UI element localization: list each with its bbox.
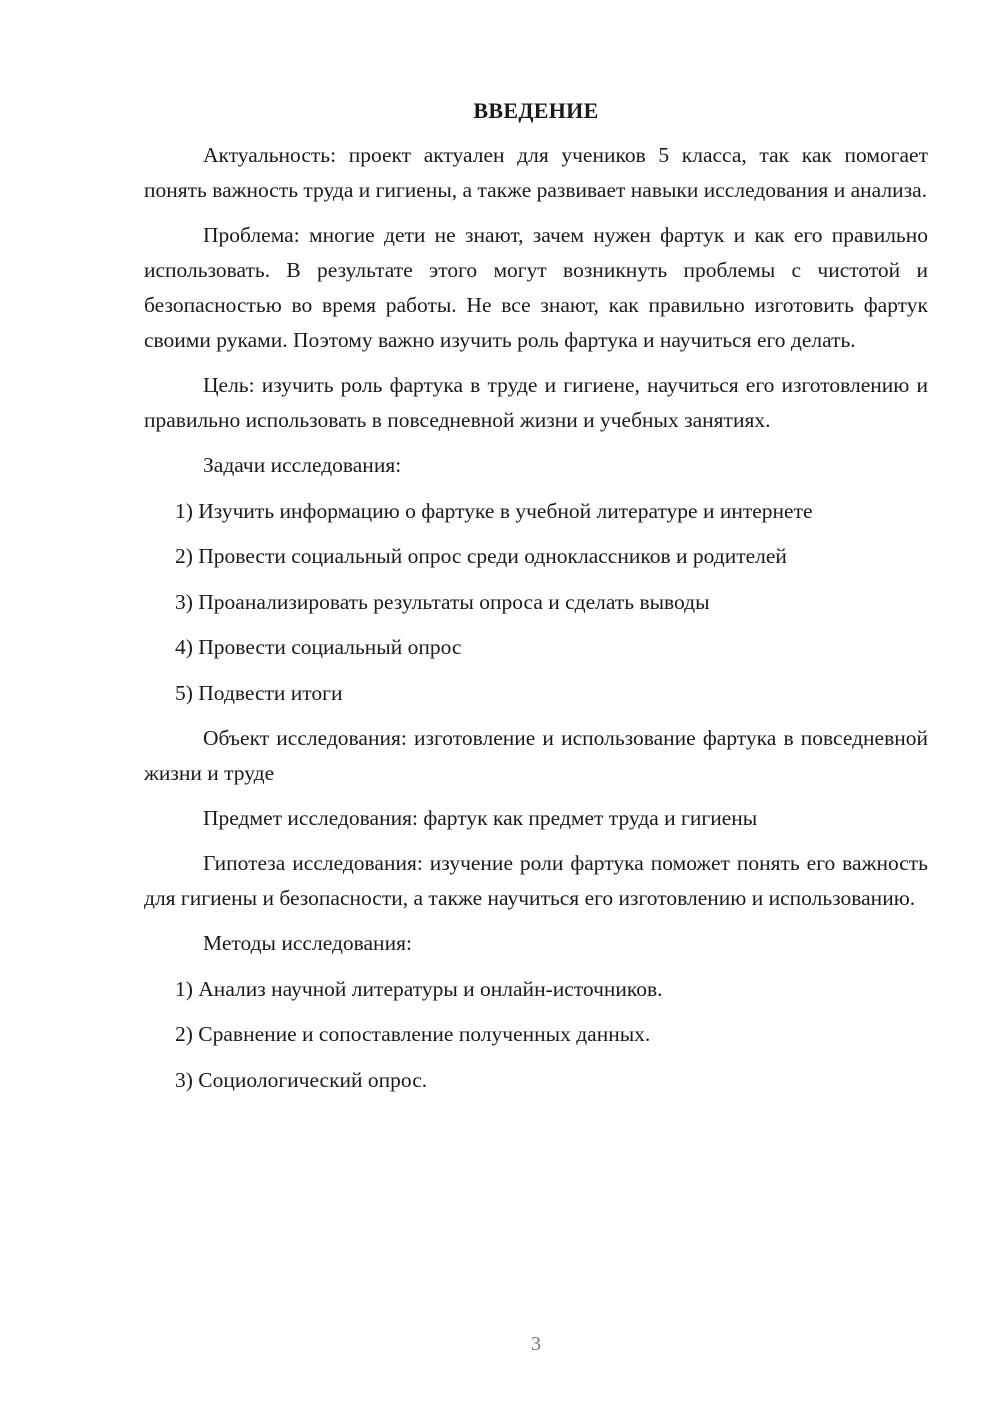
- list-item: 3) Социологический опрос.: [175, 1067, 428, 1092]
- subject-paragraph: Предмет исследования: фартук как предмет труда и гигиены: [203, 806, 758, 830]
- list-item: 5) Подвести итоги: [175, 680, 343, 705]
- relevance-paragraph: Актуальность: проект актуален для учеников 5 класса, так как помогает понять важность труда и гигиены, а также развивает навыки исследования и анализа.: [144, 143, 928, 202]
- goal-paragraph: Цель: изучить роль фартука в труде и гигиене, научиться его изготовлению и правильно использовать в повседневной жизни и учебных занятиях.: [144, 373, 928, 432]
- object-paragraph: Объект исследования: изготовление и использование фартука в повседневной жизни и труде: [144, 726, 928, 785]
- list-item: 3) Проанализировать результаты опроса и сделать выводы: [175, 589, 710, 614]
- tasks-heading: Задачи исследования:: [203, 453, 402, 477]
- list-item: 2) Сравнение и сопоставление полученных данных.: [175, 1022, 651, 1046]
- page-number: 3: [531, 1333, 541, 1355]
- page-title: ВВЕДЕНИЕ: [473, 98, 599, 123]
- methods-list: [144, 972, 928, 1098]
- list-item: 4) Провести социальный опрос: [175, 635, 462, 659]
- problem-paragraph: Проблема: многие дети не знают, зачем нужен фартук и как его правильно использовать. В результате этого могут возникнуть проблемы с чистотой и безопасностью во время работы. Не все знают, как правильно изготовить фартук своими руками. Поэтому важно изучить роль фартука и научиться его делать.: [144, 223, 928, 352]
- methods-heading: Методы исследования:: [203, 931, 412, 955]
- list-item: 1) Анализ научной литературы и онлайн-источников.: [175, 976, 663, 1001]
- list-item: 2) Провести социальный опрос среди одноклассников и родителей: [175, 544, 787, 568]
- hypothesis-paragraph: Гипотеза исследования: изучение роли фартука поможет понять его важность для гигиены и безопасности, а также научиться его изготовлению и использованию.: [144, 851, 928, 910]
- tasks-list: [144, 494, 928, 711]
- document-page: [144, 96, 928, 1108]
- list-item: 1) Изучить информацию о фартуке в учебной литературе и интернете: [175, 498, 813, 523]
